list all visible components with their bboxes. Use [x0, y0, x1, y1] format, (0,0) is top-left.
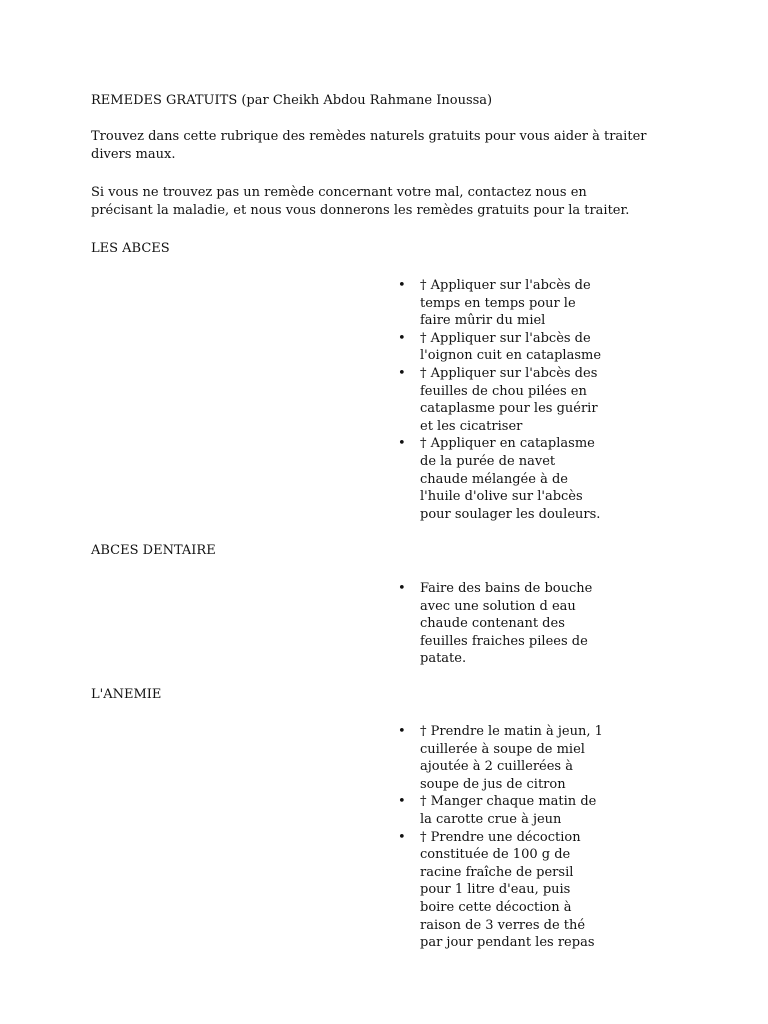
remedy-text: † Manger chaque matin de la carotte crue à jeun — [420, 794, 597, 827]
remedy-list-anemie — [398, 723, 603, 952]
list-item — [398, 330, 603, 365]
list-item — [398, 435, 603, 523]
bullet-icon: • — [398, 724, 406, 739]
contact-paragraph: Si vous ne trouvez pas un remède concernant votre mal, contactez nous en précisant la maladie, et nous vous donnerons les remèdes gratuits pour la traiter. — [91, 185, 630, 218]
remedy-list-abces — [398, 277, 603, 523]
list-item — [398, 277, 603, 330]
section-heading-abces-dentaire: ABCES DENTAIRE — [91, 543, 216, 558]
section-heading-abces: LES ABCES — [91, 241, 170, 256]
bullet-icon: • — [398, 278, 406, 293]
remedy-text: † Appliquer sur l'abcès de temps en temps pour le faire mûrir du miel — [420, 278, 591, 329]
remedy-text: † Appliquer sur l'abcès de l'oignon cuit en cataplasme — [420, 330, 602, 364]
bullet-icon: • — [398, 581, 406, 596]
page-title: REMEDES GRATUITS (par Cheikh Abdou Rahmane Inoussa) — [91, 93, 493, 108]
bullet-icon: • — [398, 330, 406, 346]
remedy-text: † Prendre le matin à jeun, 1 cuillerée à soupe de miel ajoutée à 2 cuillerées à soupe de jus de citron — [420, 724, 603, 792]
bullet-icon: • — [398, 436, 406, 452]
list-item — [398, 829, 603, 952]
list-item — [398, 723, 603, 793]
remedy-text: † Prendre une décoction constituée de 100 g de racine fraîche de persil pour 1 litre d'eau, puis boire cette décoction à raison de 3 verres de thé par jour pendant les repas — [420, 829, 595, 951]
remedy-text: † Appliquer en cataplasme de la purée de navet chaude mélangée à de l'huile d'olive sur l'abcès pour soulager les douleurs. — [420, 436, 601, 522]
remedy-list-abces-dentaire — [398, 580, 603, 668]
bullet-icon: • — [398, 365, 406, 381]
bullet-icon: • — [398, 829, 406, 845]
intro-paragraph: Trouvez dans cette rubrique des remèdes naturels gratuits pour vous aider à traiter divers maux. — [91, 129, 647, 162]
remedy-text: † Appliquer sur l'abcès des feuilles de chou pilées en cataplasme pour les guérir et les cicatriser — [420, 365, 598, 434]
section-heading-anemie: L'ANEMIE — [91, 687, 162, 702]
list-item — [398, 580, 603, 668]
list-item — [398, 365, 603, 435]
list-item — [398, 793, 603, 828]
remedy-text: Faire des bains de bouche avec une solution d eau chaude contenant des feuilles fraiches pilees de patate. — [420, 581, 593, 667]
bullet-icon: • — [398, 794, 406, 810]
